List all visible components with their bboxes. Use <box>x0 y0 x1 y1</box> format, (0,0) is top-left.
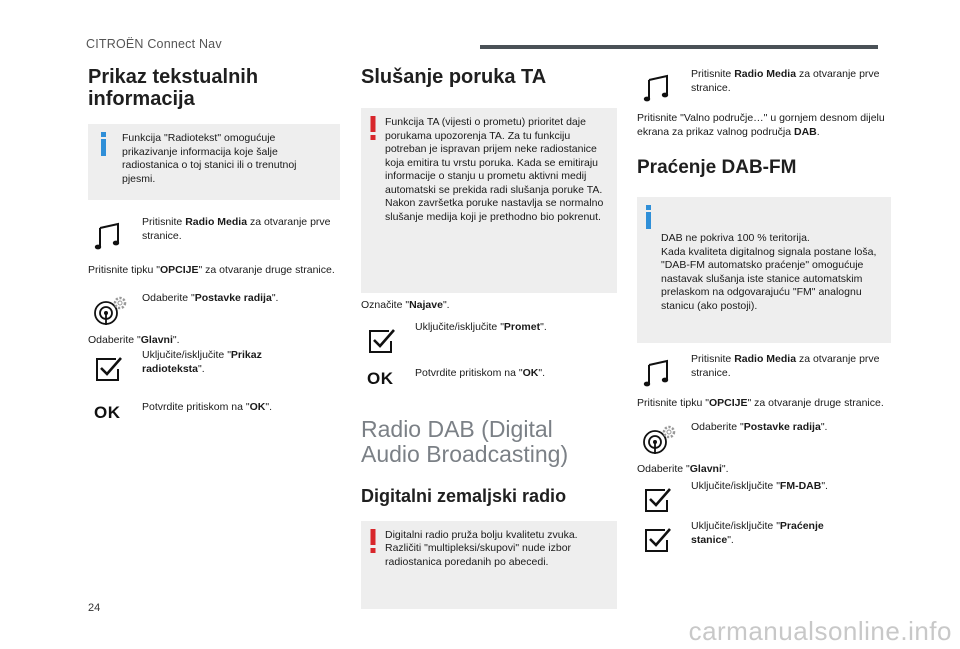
info-icon <box>645 205 653 229</box>
step-radio-settings <box>637 419 893 459</box>
warning-icon <box>369 529 377 553</box>
music-note-icon <box>643 359 673 387</box>
warning-box-digital <box>361 521 617 609</box>
step-text: Odaberite "Postavke radija". <box>691 420 828 433</box>
music-note-icon <box>94 222 124 250</box>
column-1 <box>88 66 344 431</box>
radio-settings-icon <box>643 425 677 455</box>
step-toggle-station-follow <box>637 520 893 560</box>
header-bar <box>480 45 878 49</box>
step-text: Potvrdite pritiskom na "OK". <box>142 401 273 413</box>
step-toggle-radiotext <box>88 349 344 389</box>
paragraph-main: Odaberite "Glavni". <box>637 462 729 475</box>
info-text: Funkcija "Radiotekst" omogućuje prikazivanje informacija koje šalje radiostanica o toj stanici ili o trenutnoj pjesmi. <box>122 132 297 185</box>
heading-digital-radio: Digitalni zemaljski radio <box>361 485 567 506</box>
heading-text-info: Prikaz tekstualnih informacija <box>88 66 259 110</box>
column-3 <box>637 68 893 560</box>
radio-settings-icon <box>94 296 128 326</box>
step-confirm-ok <box>88 395 344 431</box>
heading-dab-radio: Radio DAB (Digital Audio Broadcasting) <box>361 415 569 467</box>
ok-icon: OK <box>94 403 121 422</box>
checkbox-icon <box>643 526 673 554</box>
info-text: DAB ne pokriva 100 % teritorija. Kada kvaliteta digitalnog signala postane loša, "DAB-FM automatsko praćenje" omogućuje nastavak slušanja iste stanice automatskim prelaskom na odgovarajuću "FM" analognu stanicu (ako postoji). <box>661 232 877 312</box>
music-note-icon <box>643 74 673 102</box>
checkbox-icon <box>367 327 397 355</box>
step-text: Pritisnite Radio Media za otvaranje prve stranice. <box>691 68 880 94</box>
step-radio-settings <box>88 290 344 330</box>
paragraph-options: Pritisnite tipku "OPCIJE" za otvaranje druge stranice. <box>637 397 884 409</box>
step-text: Uključite/isključite "Praćenje stanice". <box>691 520 824 546</box>
warning-text: Funkcija TA (vijesti o prometu) prioritet daje porukama upozorenja TA. Za tu funkciju potreban je ispravan prijem neke radiostanice koja emitira tu vrstu poruka. Kada se emitiraju informacije o stanju u prometu aktivni medij automatski se prekida radi slušanja poruke TA. Nakon završetka poruke nastavlja se normalno slušanje medija koji je prethodno bio pokrenut. <box>385 116 604 223</box>
watermark: carmanualsonline.info <box>688 616 952 646</box>
column-2 <box>361 66 617 609</box>
step-text: Uključite/isključite "FM-DAB". <box>691 480 828 492</box>
paragraph-main: Odaberite "Glavni". <box>88 333 180 346</box>
header-title: CITROËN Connect Nav <box>86 37 222 51</box>
warning-box-ta <box>361 108 617 293</box>
checkbox-icon <box>643 486 673 514</box>
info-icon <box>100 132 108 156</box>
step-text: Pritisnite Radio Media za otvaranje prve stranice. <box>691 353 880 379</box>
step-text: Uključite/isključite "Prikaz radioteksta". <box>142 349 262 375</box>
heading-ta-messages: Slušanje poruka TA <box>361 66 547 88</box>
heading-dab-fm: Praćenje DAB-FM <box>637 157 797 178</box>
step-text: Uključite/isključite "Promet". <box>415 320 547 333</box>
step-radio-media <box>637 353 893 389</box>
step-toggle-traffic <box>361 321 617 357</box>
step-toggle-fm-dab <box>637 480 893 516</box>
step-confirm-ok <box>361 361 617 397</box>
paragraph-band: Pritisnite "Valno područje…" u gornjem desnom dijelu ekrana za prikaz valnog područja DAB. <box>637 112 885 138</box>
info-box-radiotext <box>88 124 340 200</box>
step-text: Potvrdite pritiskom na "OK". <box>415 366 546 379</box>
paragraph-announcements: Označite "Najave". <box>361 299 450 311</box>
paragraph-options: Pritisnite tipku "OPCIJE" za otvaranje druge stranice. <box>88 264 335 276</box>
step-radio-media <box>637 68 893 104</box>
info-box-dab-fm <box>637 197 891 343</box>
page-number: 24 <box>88 602 101 614</box>
warning-text: Digitalni radio pruža bolju kvalitetu zvuka. Različiti "multipleksi/skupovi" nude izbor radiostanica poredanih po abecedi. <box>385 528 578 568</box>
step-radio-media <box>88 216 344 252</box>
step-text: Odaberite "Postavke radija". <box>142 291 279 304</box>
checkbox-icon <box>94 355 124 383</box>
step-text: Pritisnite Radio Media za otvaranje prve stranice. <box>142 216 331 242</box>
warning-icon <box>369 116 377 140</box>
ok-icon: OK <box>367 368 394 388</box>
